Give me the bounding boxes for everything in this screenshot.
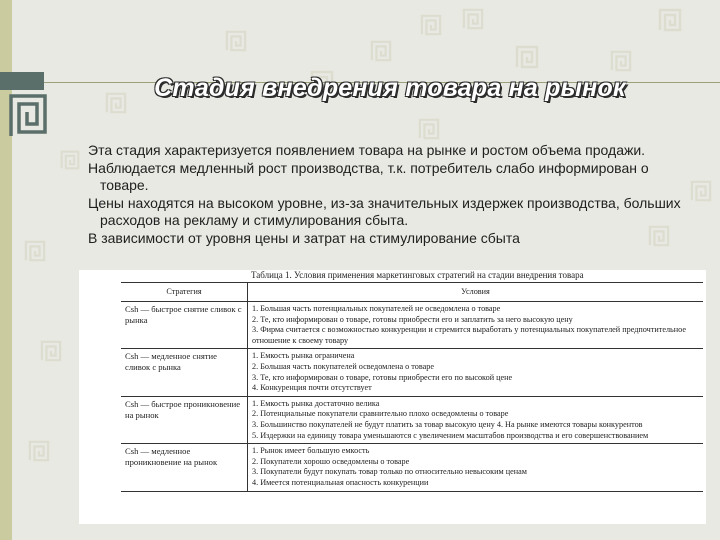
paragraph-1: Эта стадия характеризуется появлением товара на рынке и ростом объема продажи.: [88, 142, 646, 158]
table-caption: Таблица 1. Условия применения маркетинговых стратегий на стадии внедрения товара: [251, 270, 584, 280]
condition-line: 3. Фирма считается с возможностью конкуренции и стремится выработать у потенциальных покупателей предпочтительное отношение к своему товару: [252, 325, 686, 345]
strategy-cell: Сsh — быстрое снятие сливок с рынка: [121, 302, 248, 349]
conditions-cell: [248, 349, 704, 396]
scanned-table-image: [79, 270, 706, 524]
conditions-cell: [248, 444, 704, 491]
condition-line: 4. Имеется потенциальная опасность конкуренции: [252, 477, 429, 487]
condition-line: 1. Емкость рынка ограничена: [252, 351, 355, 361]
condition-line: 2. Большая часть покупателей осведомлена о товаре: [252, 361, 434, 371]
header-strategy: Стратегия: [121, 283, 248, 302]
greek-key-logo-icon: [8, 92, 48, 138]
slide-body: [88, 142, 698, 248]
condition-line: 2. Покупатели хорошо осведомлены о товаре: [252, 456, 410, 466]
condition-line: 1. Емкость рынка достаточно велика: [252, 398, 380, 408]
strategy-cell: Сsh — медленное проникновение на рынок: [121, 444, 248, 491]
table-row: [121, 302, 703, 349]
strategy-cell: Сsh — медленное снятие сливок с рынка: [121, 349, 248, 396]
condition-line: 3. Большинство покупателей не будут платить за товар высокую цену 4. На рынке имеются товары конкурентов: [252, 419, 643, 429]
header-conditions: Условия: [248, 283, 704, 302]
condition-line: 3. Те, кто информирован о товаре, готовы приобрести его по высокой цене: [252, 372, 513, 382]
condition-line: 2. Те, кто информирован о товаре, готовы приобрести его и заплатить за него высокую цену: [252, 314, 573, 324]
conditions-cell: [248, 396, 704, 443]
conditions-cell: [248, 302, 704, 349]
paragraph-4: В зависимости от уровня цены и затрат на стимулирование сбыта: [88, 229, 520, 246]
accent-block: [0, 72, 44, 90]
condition-line: 3. Покупатели будут покупать товар только по относительно невысоким ценам: [252, 467, 527, 477]
condition-line: 4. Конкуренция почти отсутствует: [252, 383, 372, 393]
paragraph-3: Цены находятся на высоком уровне, из-за значительных издержек производства, больших расходов на рекламу и стимулирования сбыта.: [88, 194, 681, 229]
table-header-row: [121, 283, 703, 302]
slide-title: Стадия внедрения товара на рынок: [154, 74, 626, 102]
strategy-table: [121, 282, 703, 492]
table-row: [121, 444, 703, 491]
paragraph-2: Наблюдается медленный рост производства, т.к. потребитель слабо информирован о товаре.: [88, 159, 649, 194]
strategy-cell: Сsh — быстрое проникновение на рынок: [121, 396, 248, 443]
condition-line: 5. Издержки на единицу товара уменьшаются с увеличением масштабов производства и его совершенствованием: [252, 430, 649, 440]
table-row: [121, 349, 703, 396]
table-row: [121, 396, 703, 443]
condition-line: 1. Большая часть потенциальных покупателей не осведомлена о товаре: [252, 304, 501, 313]
condition-line: 1. Рынок имеет большую емкость: [252, 446, 370, 456]
condition-line: 2. Потенциальные покупатели сравнительно плохо осведомлены о товаре: [252, 409, 509, 419]
